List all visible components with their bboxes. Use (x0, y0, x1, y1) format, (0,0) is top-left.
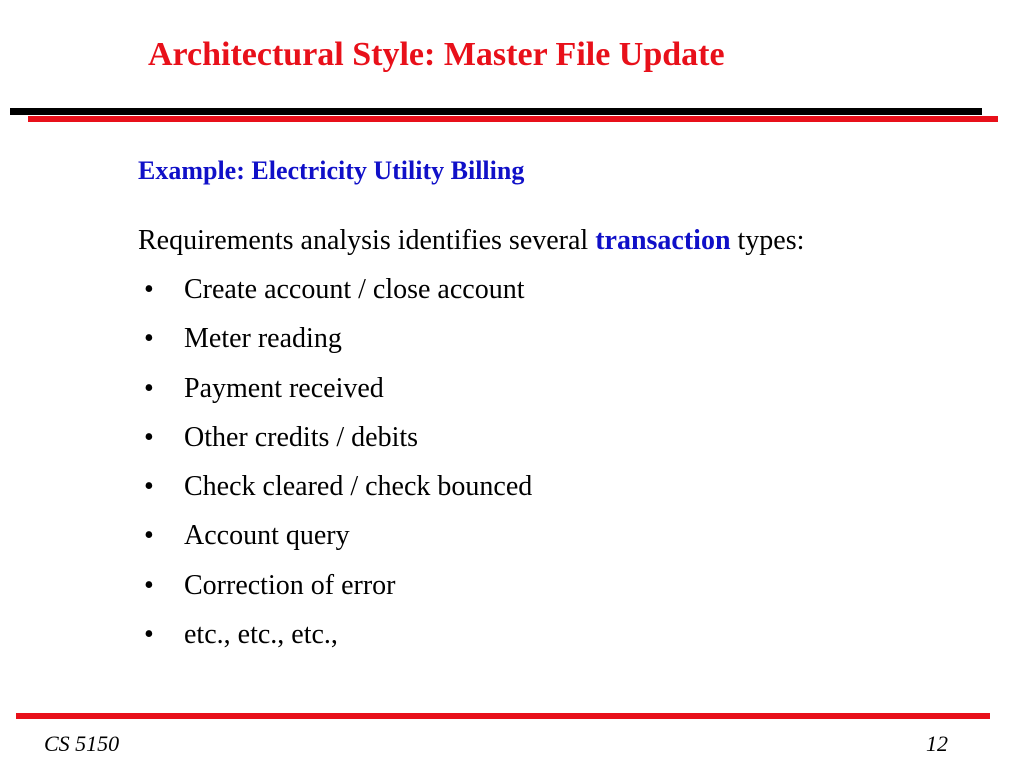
title-rule-red (28, 116, 998, 122)
list-item (138, 371, 532, 420)
list-item (138, 420, 532, 469)
intro-text-end: types: (730, 225, 805, 256)
bullet-icon: • (144, 274, 154, 305)
intro-text-start: Requirements analysis identifies several (138, 225, 596, 256)
slide-subtitle: Example: Electricity Utility Billing (138, 156, 525, 185)
list-item-text: Check cleared / check bounced (184, 471, 533, 503)
list-item-text: Other credits / debits (184, 421, 419, 453)
footer-course: CS 5150 (44, 731, 120, 756)
slide-title: Architectural Style: Master File Update (148, 36, 725, 73)
bullet-icon: • (144, 372, 154, 404)
bullet-icon: • (144, 471, 154, 503)
footer-page-number: 12 (926, 731, 948, 756)
transaction-list (138, 272, 532, 666)
list-item (138, 272, 532, 321)
bullet-icon: • (144, 323, 154, 355)
list-item (138, 518, 532, 567)
list-item-text: Create account / close account (184, 274, 525, 305)
bullet-icon: • (144, 569, 154, 601)
list-item-text: Payment received (184, 372, 384, 404)
footer-rule-red (16, 713, 990, 719)
list-item-text: Account query (184, 520, 350, 552)
title-rule-black (10, 108, 982, 115)
list-item (138, 321, 532, 370)
bullet-icon: • (144, 520, 154, 552)
list-item (138, 617, 532, 666)
list-item (138, 469, 532, 518)
list-item-text: Meter reading (184, 323, 342, 355)
list-item (138, 568, 532, 617)
bullet-icon: • (144, 421, 154, 453)
intro-text (138, 225, 804, 257)
list-item-text: Correction of error (184, 569, 396, 601)
intro-highlight: transaction (595, 225, 731, 256)
bullet-icon: • (144, 619, 154, 651)
list-item-text: etc., etc., etc., (184, 619, 338, 651)
